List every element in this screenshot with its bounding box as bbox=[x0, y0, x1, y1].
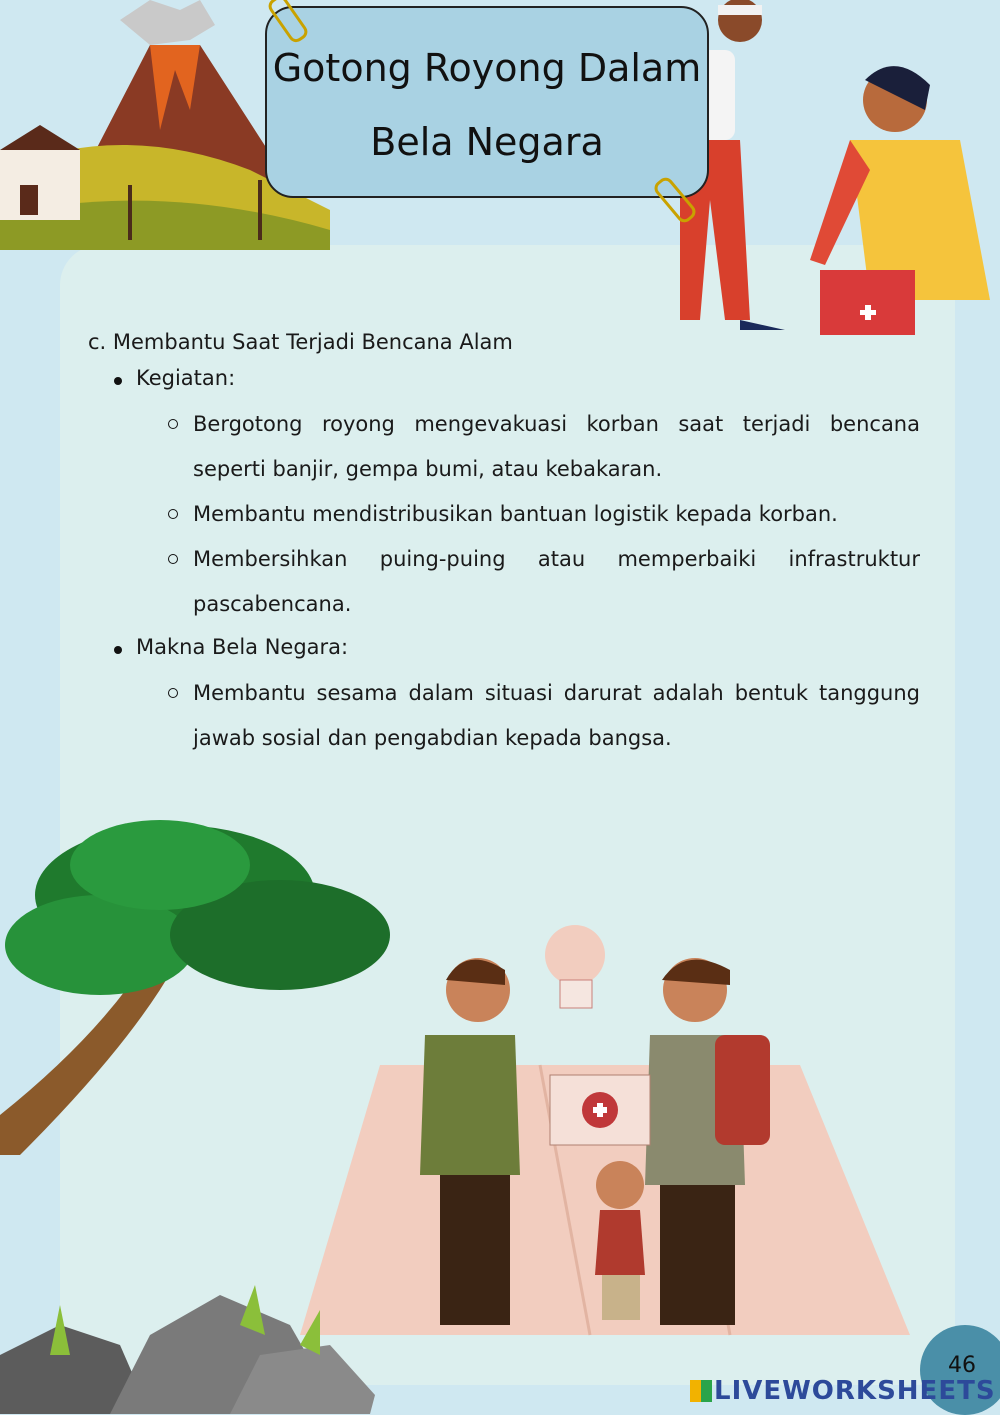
list-item-kegiatan: Kegiatan: bbox=[88, 366, 920, 390]
watermark-text: LIVEWORKSHEETS bbox=[714, 1376, 996, 1406]
page-title-line1: Gotong Royong Dalam bbox=[272, 46, 702, 90]
list-item: Membersihkan puing-puing atau memperbaiki infrastruktur pascabencana. bbox=[88, 537, 920, 627]
section-heading: c. Membantu Saat Terjadi Bencana Alam bbox=[88, 330, 513, 354]
page-title-line2: Bela Negara bbox=[370, 120, 604, 164]
list-item: Membantu mendistribusikan bantuan logistik kepada korban. bbox=[88, 492, 920, 537]
rescuers-illustration bbox=[660, 0, 1000, 340]
rocks-illustration bbox=[0, 1285, 380, 1414]
list-item: Bergotong royong mengevakuasi korban saat terjadi bencana seperti banjir, gempa bumi, atau kebakaran. bbox=[88, 402, 920, 492]
list-item: Membantu sesama dalam situasi darurat adalah bentuk tanggung jawab sosial dan pengabdian kepada bangsa. bbox=[88, 671, 920, 761]
page-number: 46 bbox=[948, 1353, 976, 1378]
content bbox=[88, 330, 920, 761]
aid-distribution-illustration bbox=[290, 925, 960, 1385]
list-item-makna: Makna Bela Negara: bbox=[88, 635, 920, 659]
liveworksheets-logo-icon bbox=[690, 1380, 712, 1402]
title-box bbox=[265, 6, 709, 198]
watermark bbox=[690, 1376, 996, 1406]
